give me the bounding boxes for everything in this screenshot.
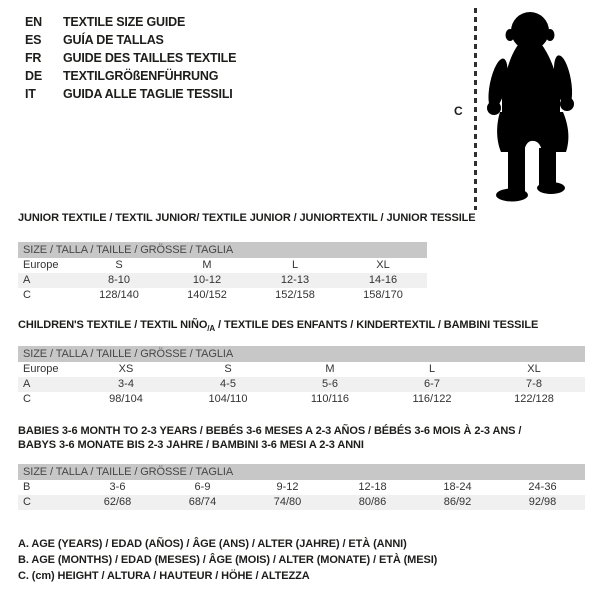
junior-size-table xyxy=(18,242,427,303)
footnote-a: A. AGE (YEARS) / EDAD (AÑOS) / ÂGE (ANS) / ALTER (JAHRE) / ETÀ (ANNI) xyxy=(18,538,407,550)
junior-table-title: JUNIOR TEXTILE / TEXTIL JUNIOR/ TEXTILE JUNIOR / JUNIORTEXTIL / JUNIOR TESSILE xyxy=(18,212,476,224)
title-part: CHILDREN'S TEXTILE / TEXTIL NIÑO xyxy=(18,319,208,331)
cell: 86/92 xyxy=(443,496,472,508)
lang-title: GUÍA DE TALLAS xyxy=(63,33,164,47)
table-row xyxy=(18,377,585,392)
cell: S xyxy=(224,363,232,375)
lang-code: EN xyxy=(25,15,42,29)
size-header-bar: SIZE / TALLA / TAILLE / GRÖSSE / TAGLIA xyxy=(18,346,585,362)
row-label: C xyxy=(23,393,31,405)
babies-size-table xyxy=(18,464,585,510)
cell: 128/140 xyxy=(99,289,139,301)
cell: 24-36 xyxy=(528,481,557,493)
cell: 14-16 xyxy=(368,274,398,286)
lang-row-fr xyxy=(25,49,236,67)
cell: 158/170 xyxy=(363,289,403,301)
cell: 80/86 xyxy=(358,496,387,508)
cell: 152/158 xyxy=(275,289,315,301)
row-label: Europe xyxy=(23,259,59,271)
cell: 140/152 xyxy=(187,289,227,301)
cell: 62/68 xyxy=(103,496,132,508)
footnote-b: B. AGE (MONTHS) / EDAD (MESES) / ÂGE (MOIS) / ALTER (MONATE) / ETÀ (MESI) xyxy=(18,554,438,566)
row-label: B xyxy=(23,481,31,493)
cell: M xyxy=(325,363,335,375)
cell: 110/116 xyxy=(310,393,350,405)
lang-code: IT xyxy=(25,87,36,101)
cell: L xyxy=(428,363,436,375)
cell: 68/74 xyxy=(188,496,217,508)
cell: XS xyxy=(118,363,134,375)
cell: 6-9 xyxy=(194,481,211,493)
cell: 116/122 xyxy=(412,393,452,405)
table-row xyxy=(18,288,427,303)
cell: XL xyxy=(376,259,390,271)
size-header-bar: SIZE / TALLA / TAILLE / GRÖSSE / TAGLIA xyxy=(18,242,427,258)
cell: 7-8 xyxy=(526,378,542,390)
cell: S xyxy=(115,259,123,271)
cell: 3-6 xyxy=(109,481,126,493)
children-table-title xyxy=(18,318,538,336)
cell: M xyxy=(202,259,212,271)
title-line-1: BABIES 3-6 MONTH TO 2-3 YEARS / BEBÉS 3-6 MESES A 2-3 AÑOS / BÉBÉS 3-6 MOIS À 2-3 ANS / xyxy=(18,425,522,437)
size-header-bar: SIZE / TALLA / TAILLE / GRÖSSE / TAGLIA xyxy=(18,464,585,480)
cell: 18-24 xyxy=(443,481,472,493)
title-line-2: BABYS 3-6 MONATE BIS 2-3 JAHRE / BAMBINI 3-6 MESI A 2-3 ANNI xyxy=(18,439,364,451)
cell: 5-6 xyxy=(322,378,338,390)
language-title-list xyxy=(25,13,236,103)
cell: 6-7 xyxy=(424,378,440,390)
cell: 122/128 xyxy=(514,393,554,405)
lang-code: FR xyxy=(25,51,42,65)
lang-code: ES xyxy=(25,33,42,47)
cell: 12-18 xyxy=(358,481,387,493)
cell: L xyxy=(291,259,299,271)
cell: 104/110 xyxy=(208,393,248,405)
height-measure-dashed-line xyxy=(474,8,477,210)
row-label: C xyxy=(23,289,31,301)
cell: 9-12 xyxy=(276,481,299,493)
table-row xyxy=(18,495,585,510)
table-row xyxy=(18,258,427,273)
table-row xyxy=(18,480,585,495)
children-size-table xyxy=(18,346,585,407)
cell: 8-10 xyxy=(107,274,131,286)
cell: 12-13 xyxy=(280,274,310,286)
row-label: C xyxy=(23,496,31,508)
lang-code: DE xyxy=(25,69,42,83)
row-label: A xyxy=(23,378,31,390)
lang-row-de xyxy=(25,67,236,85)
lang-title: TEXTILE SIZE GUIDE xyxy=(63,15,186,29)
cell: XL xyxy=(527,363,541,375)
row-label: Europe xyxy=(23,363,59,375)
lang-title: GUIDA ALLE TAGLIE TESSILI xyxy=(63,87,233,101)
lang-row-en xyxy=(25,13,236,31)
cell: 4-5 xyxy=(220,378,236,390)
cell: 10-12 xyxy=(192,274,222,286)
table-row xyxy=(18,273,427,288)
row-label: A xyxy=(23,274,31,286)
footnote-legend xyxy=(18,536,437,584)
title-part: / TEXTILE DES ENFANTS / KINDERTEXTIL / BAMBINI TESSILE xyxy=(215,319,539,331)
cell: 74/80 xyxy=(273,496,302,508)
table-row xyxy=(18,362,585,377)
title-subscript: /A xyxy=(207,324,216,334)
baby-silhouette-icon xyxy=(482,8,594,208)
height-measure-label: C xyxy=(454,104,463,118)
cell: 98/104 xyxy=(109,393,143,405)
lang-row-it xyxy=(25,85,236,103)
table-row xyxy=(18,392,585,407)
lang-row-es xyxy=(25,31,236,49)
cell: 92/98 xyxy=(528,496,557,508)
cell: 3-4 xyxy=(118,378,134,390)
babies-table-title xyxy=(18,424,521,452)
lang-title: TEXTILGRÖßENFÜHRUNG xyxy=(63,69,219,83)
footnote-c: C. (cm) HEIGHT / ALTURA / HAUTEUR / HÖHE / ALTEZZA xyxy=(18,570,310,582)
lang-title: GUIDE DES TAILLES TEXTILE xyxy=(63,51,237,65)
